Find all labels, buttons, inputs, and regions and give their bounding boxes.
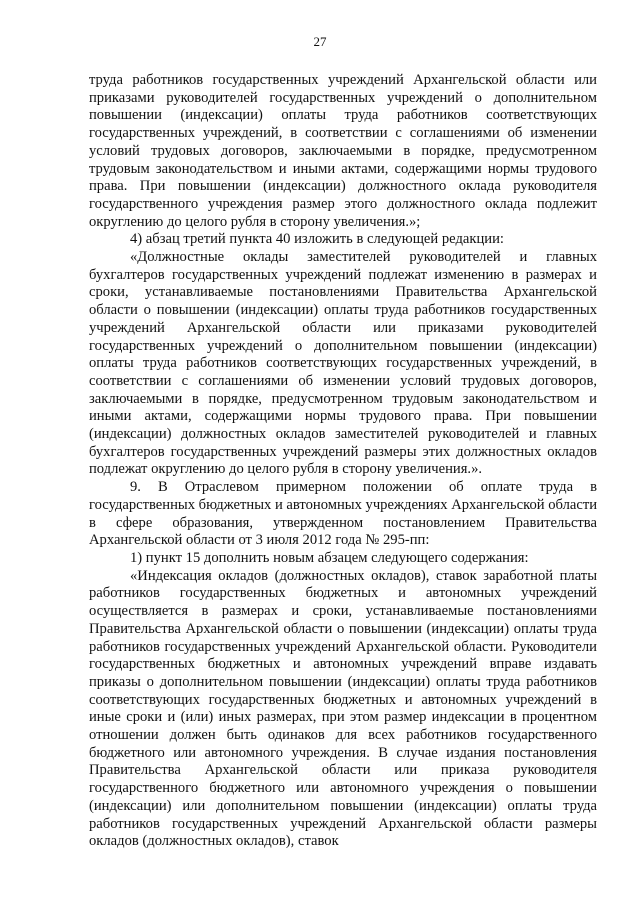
paragraph-section-9: 9. В Отраслевом примерном положении об оплате труда в государственных бюджетных и автономных учреждениях Архангельской области в сфере образования, утвержденном постановлением Правительства Архангельской области от 3 июля 2012 года № 295-пп:	[89, 479, 598, 549]
paragraph-continuation: труда работников государственных учреждений Архангельской области или приказами руководителей государственных учреждений о дополнительном повышении (индексации) оплаты труда работников соответствующих государственных учреждений, в соответствии с соглашениями об изменении условий трудовых договоров, заключаемыми в порядке, предусмотренном трудовым законодательством и иными актами, содержащими нормы трудового права. При повышении (индексации) должностного оклада руководителя государственного учреждения размер этого должностного оклада подлежит округлению до целого рубля в сторону увеличения.»;	[89, 72, 597, 230]
document-body	[89, 72, 597, 851]
paragraph-quoted-amendment-1: «Должностные оклады заместителей руководителей и главных бухгалтеров государственных учреждений подлежат изменению в размерах и сроки, устанавливаемые постановлениями Правительства Архангельской области о повышении (индексации) оплаты труда работников государственных учреждений Архангельской области или приказами руководителей государственных учреждений о дополнительном повышении (индексации) оплаты труда работников соответствующих государственных учреждений, в соответствии с соглашениями об изменении условий трудовых договоров, заключаемыми в порядке, предусмотренном трудовым законодательством и иными актами, содержащими нормы трудового права. При повышении (индексации) должностных окладов заместителей руководителей и главных бухгалтеров государственных учреждений размеры этих должностных окладов подлежат округлению до целого рубля в сторону увеличения.».	[89, 249, 597, 478]
paragraph-item-4: 4) абзац третий пункта 40 изложить в следующей редакции:	[130, 231, 504, 248]
page-number: 27	[313, 34, 327, 49]
paragraph-item-1: 1) пункт 15 дополнить новым абзацем следующего содержания:	[130, 549, 529, 566]
paragraph-quoted-amendment-2: «Индексация окладов (должностных окладов), ставок заработной платы работников государственных бюджетных и автономных учреждений осуществляется в размерах и сроки, устанавливаемые постановлениями Правительства Архангельской области о повышении (индексации) оплаты труда работников государственных учреждений Архангельской области. Руководители государственных бюджетных и автономных учреждений вправе издавать приказы о дополнительном повышении (индексации) оплаты труда работников соответствующих государственных бюджетных и автономных учреждений в иные сроки и (или) иных размерах, при этом размер индексации в процентном отношении должен быть одинаков для всех работников государственного бюджетного или автономного учреждения. В случае издания постановления Правительства Архангельской области или приказа руководителя государственного бюджетного или автономного учреждения о повышении (индексации) или дополнительном повышении (индексации) оплаты труда работников государственных учреждений Архангельской области размеры окладов (должностных окладов), ставок	[89, 567, 597, 850]
